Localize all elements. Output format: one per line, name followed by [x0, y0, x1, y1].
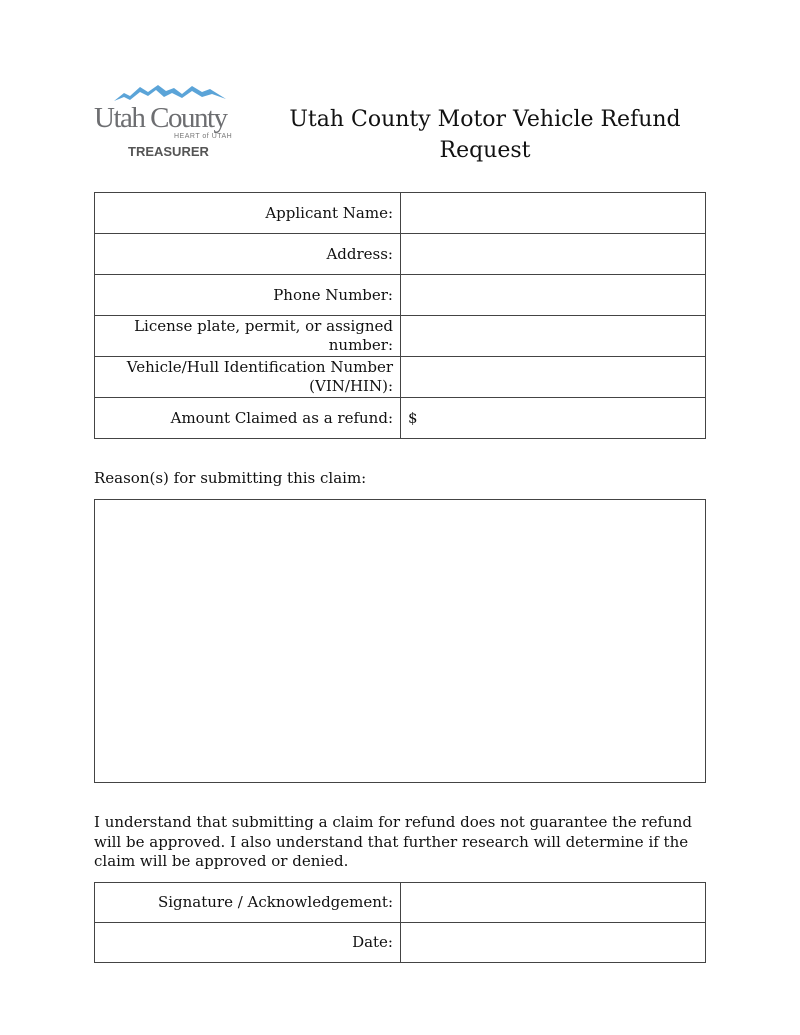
license-plate-field[interactable] [401, 316, 706, 357]
field-label: Applicant Name: [95, 193, 401, 234]
field-label: Amount Claimed as a refund: [95, 398, 401, 439]
reason-label: Reason(s) for submitting this claim: [94, 469, 367, 487]
logo-department: TREASURER [128, 144, 209, 159]
table-row [95, 316, 706, 357]
field-label: License plate, permit, or assigned number: [95, 316, 401, 357]
table-row [95, 275, 706, 316]
field-label: Vehicle/Hull Identification Number (VIN/HIN): [95, 357, 401, 398]
applicant-name-field[interactable] [401, 193, 706, 234]
field-label: Phone Number: [95, 275, 401, 316]
table-row [95, 357, 706, 398]
field-label: Signature / Acknowledgement: [95, 883, 401, 923]
logo-name: Utah County [94, 102, 227, 134]
phone-field[interactable] [401, 275, 706, 316]
date-field[interactable] [401, 923, 706, 963]
signature-field[interactable] [401, 883, 706, 923]
reason-textarea[interactable] [94, 499, 706, 783]
table-row [95, 923, 706, 963]
table-row [95, 883, 706, 923]
utah-county-logo [94, 80, 254, 160]
table-row [95, 193, 706, 234]
amount-field[interactable]: $ [401, 398, 706, 439]
table-row [95, 398, 706, 439]
field-label: Date: [95, 923, 401, 963]
page-title: Utah County Motor Vehicle Refund Request [289, 107, 681, 163]
disclaimer-text: I understand that submitting a claim for refund does not guarantee the refund will be approved. I also understand that further research will determine if the claim will be approved or denied. [94, 813, 692, 870]
field-label: Address: [95, 234, 401, 275]
address-field[interactable] [401, 234, 706, 275]
signature-table [94, 882, 706, 963]
vin-field[interactable] [401, 357, 706, 398]
applicant-info-table [94, 192, 706, 439]
table-row [95, 234, 706, 275]
logo-tagline: HEART of UTAH [174, 133, 233, 140]
